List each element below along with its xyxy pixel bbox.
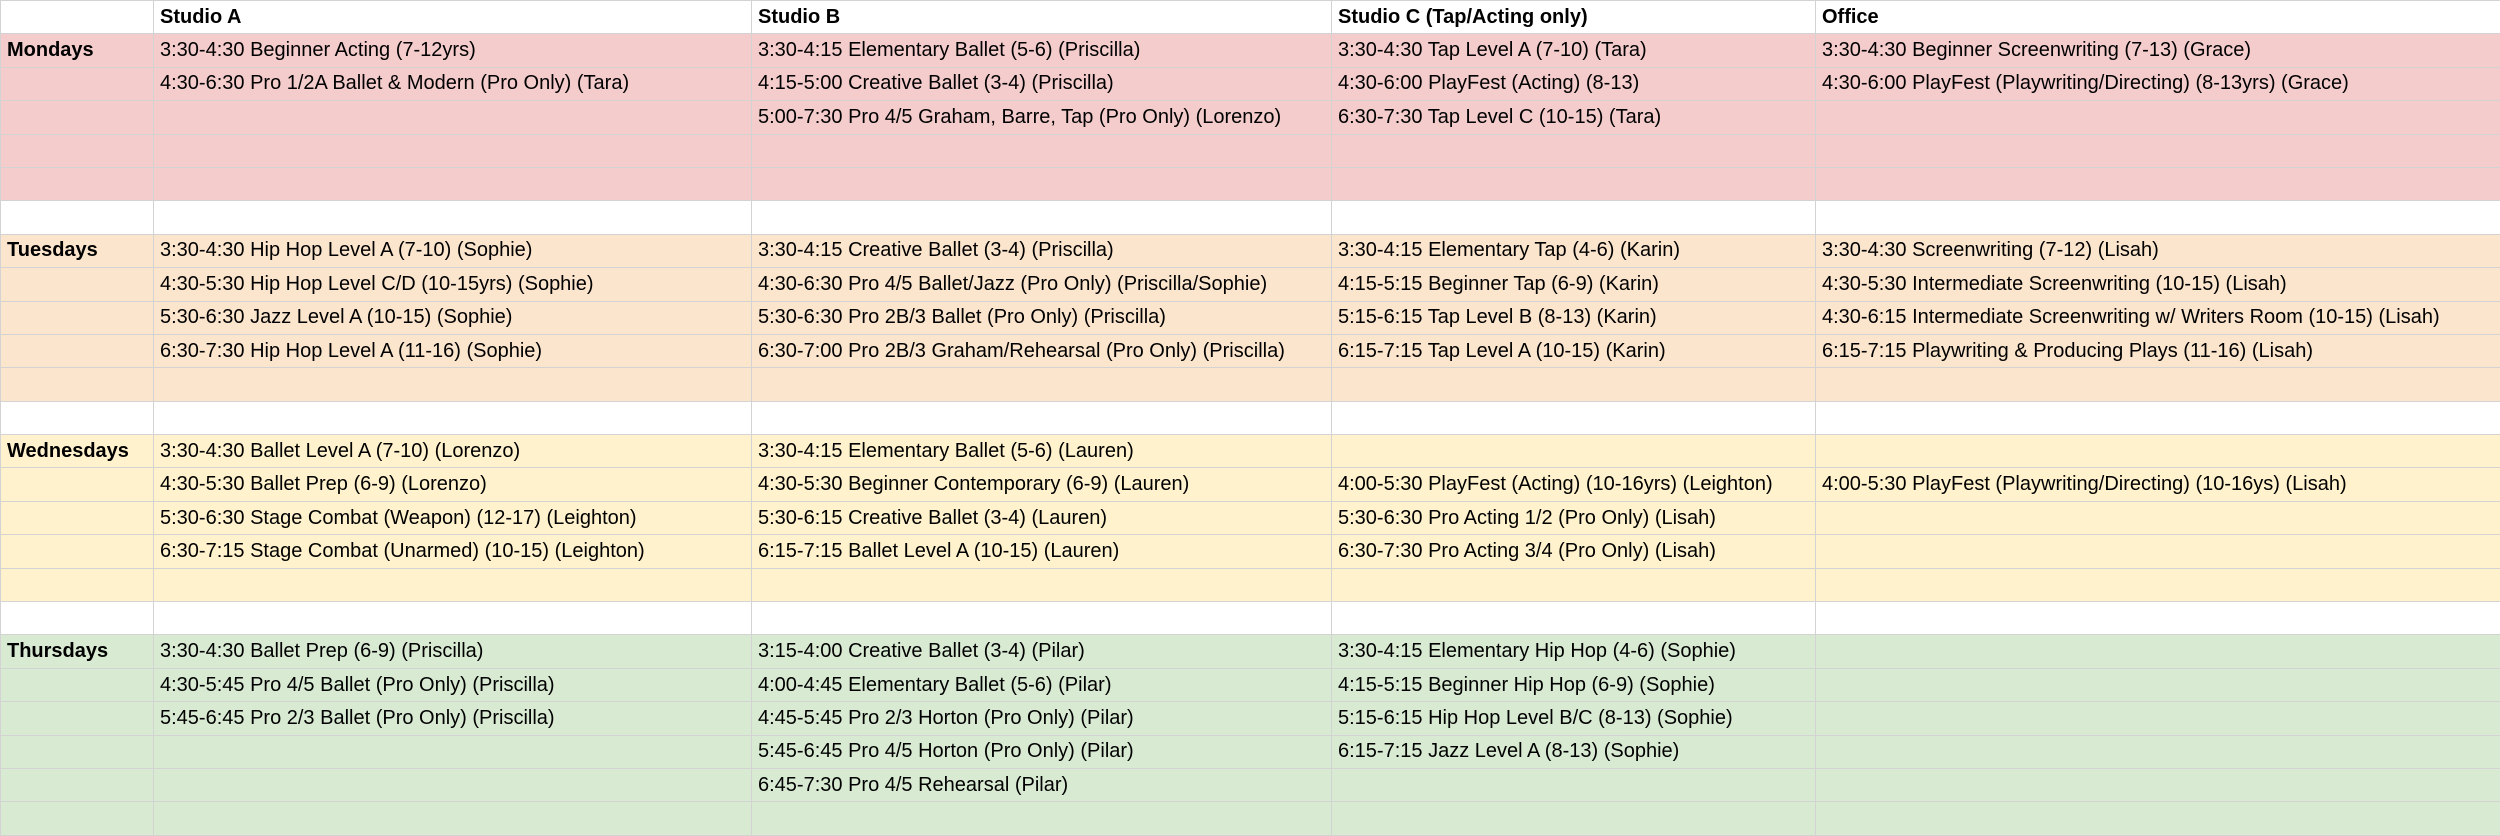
schedule-row bbox=[1, 268, 2500, 301]
schedule-row bbox=[1, 234, 2500, 267]
office-cell[interactable] bbox=[1816, 134, 2500, 167]
studio-c-cell[interactable]: 3:30-4:15 Elementary Hip Hop (4-6) (Sophie) bbox=[1332, 635, 1816, 668]
studio-c-cell[interactable]: 3:30-4:30 Tap Level A (7-10) (Tara) bbox=[1332, 34, 1816, 67]
office-cell[interactable] bbox=[1816, 401, 2500, 434]
studio-b-cell[interactable]: 4:00-4:45 Elementary Ballet (5-6) (Pilar) bbox=[752, 668, 1332, 701]
studio-a-cell[interactable]: 5:45-6:45 Pro 2/3 Ballet (Pro Only) (Priscilla) bbox=[154, 702, 752, 735]
day-cell[interactable] bbox=[1, 268, 154, 301]
studio-c-cell[interactable] bbox=[1332, 368, 1816, 401]
schedule-body bbox=[1, 34, 2500, 835]
studio-b-cell[interactable]: 4:45-5:45 Pro 2/3 Horton (Pro Only) (Pilar) bbox=[752, 702, 1332, 735]
studio-c-cell[interactable]: 4:00-5:30 PlayFest (Acting) (10-16yrs) (Leighton) bbox=[1332, 468, 1816, 501]
studio-a-cell[interactable] bbox=[154, 568, 752, 601]
studio-a-cell[interactable] bbox=[154, 735, 752, 768]
studio-c-cell[interactable]: 5:15-6:15 Tap Level B (8-13) (Karin) bbox=[1332, 301, 1816, 334]
studio-c-cell[interactable]: 3:30-4:15 Elementary Tap (4-6) (Karin) bbox=[1332, 234, 1816, 267]
studio-b-cell[interactable]: 3:30-4:15 Elementary Ballet (5-6) (Lauren) bbox=[752, 435, 1332, 468]
day-cell[interactable]: Mondays bbox=[1, 34, 154, 67]
schedule-row bbox=[1, 468, 2500, 501]
office-cell[interactable]: 3:30-4:30 Beginner Screenwriting (7-13) (Grace) bbox=[1816, 34, 2500, 67]
studio-a-cell[interactable] bbox=[154, 802, 752, 835]
studio-b-cell[interactable]: 4:30-5:30 Beginner Contemporary (6-9) (Lauren) bbox=[752, 468, 1332, 501]
studio-a-cell[interactable]: 5:30-6:30 Stage Combat (Weapon) (12-17) (Leighton) bbox=[154, 501, 752, 534]
studio-c-cell[interactable] bbox=[1332, 435, 1816, 468]
header-row bbox=[1, 1, 2500, 34]
office-cell[interactable] bbox=[1816, 668, 2500, 701]
schedule-row bbox=[1, 802, 2500, 835]
header-studio-c[interactable]: Studio C (Tap/Acting only) bbox=[1332, 1, 1816, 34]
studio-c-cell[interactable] bbox=[1332, 802, 1816, 835]
studio-b-cell[interactable]: 5:00-7:30 Pro 4/5 Graham, Barre, Tap (Pro Only) (Lorenzo) bbox=[752, 101, 1332, 134]
schedule-row bbox=[1, 301, 2500, 334]
studio-a-cell[interactable] bbox=[154, 401, 752, 434]
studio-c-cell[interactable]: 5:30-6:30 Pro Acting 1/2 (Pro Only) (Lisah) bbox=[1332, 501, 1816, 534]
studio-c-cell[interactable]: 5:15-6:15 Hip Hop Level B/C (8-13) (Sophie) bbox=[1332, 702, 1816, 735]
studio-c-cell[interactable]: 4:15-5:15 Beginner Tap (6-9) (Karin) bbox=[1332, 268, 1816, 301]
studio-c-cell[interactable]: 6:30-7:30 Tap Level C (10-15) (Tara) bbox=[1332, 101, 1816, 134]
studio-a-cell[interactable]: 6:30-7:15 Stage Combat (Unarmed) (10-15) (Leighton) bbox=[154, 535, 752, 568]
day-cell[interactable] bbox=[1, 368, 154, 401]
studio-b-cell[interactable] bbox=[752, 802, 1332, 835]
studio-a-cell[interactable]: 5:30-6:30 Jazz Level A (10-15) (Sophie) bbox=[154, 301, 752, 334]
studio-b-cell[interactable]: 3:30-4:15 Creative Ballet (3-4) (Priscilla) bbox=[752, 234, 1332, 267]
studio-b-cell[interactable] bbox=[752, 368, 1332, 401]
studio-a-cell[interactable]: 4:30-6:30 Pro 1/2A Ballet & Modern (Pro Only) (Tara) bbox=[154, 67, 752, 100]
studio-c-cell[interactable]: 6:15-7:15 Tap Level A (10-15) (Karin) bbox=[1332, 334, 1816, 367]
studio-c-cell[interactable]: 6:15-7:15 Jazz Level A (8-13) (Sophie) bbox=[1332, 735, 1816, 768]
studio-a-cell[interactable] bbox=[154, 368, 752, 401]
studio-c-cell[interactable] bbox=[1332, 602, 1816, 635]
studio-a-cell[interactable]: 6:30-7:30 Hip Hop Level A (11-16) (Sophie) bbox=[154, 334, 752, 367]
schedule-row bbox=[1, 501, 2500, 534]
day-cell[interactable] bbox=[1, 535, 154, 568]
studio-c-cell[interactable] bbox=[1332, 768, 1816, 801]
office-cell[interactable] bbox=[1816, 435, 2500, 468]
office-cell[interactable] bbox=[1816, 201, 2500, 234]
studio-b-cell[interactable]: 3:15-4:00 Creative Ballet (3-4) (Pilar) bbox=[752, 635, 1332, 668]
studio-a-cell[interactable] bbox=[154, 101, 752, 134]
schedule-row bbox=[1, 435, 2500, 468]
studio-b-cell[interactable] bbox=[752, 568, 1332, 601]
header-studio-b[interactable]: Studio B bbox=[752, 1, 1332, 34]
studio-c-cell[interactable] bbox=[1332, 201, 1816, 234]
office-cell[interactable] bbox=[1816, 501, 2500, 534]
studio-a-cell[interactable]: 3:30-4:30 Hip Hop Level A (7-10) (Sophie) bbox=[154, 234, 752, 267]
schedule-row bbox=[1, 34, 2500, 67]
studio-b-cell[interactable]: 6:15-7:15 Ballet Level A (10-15) (Lauren) bbox=[752, 535, 1332, 568]
office-cell[interactable] bbox=[1816, 602, 2500, 635]
day-cell[interactable] bbox=[1, 768, 154, 801]
schedule-row bbox=[1, 201, 2500, 234]
studio-c-cell[interactable]: 6:30-7:30 Pro Acting 3/4 (Pro Only) (Lisah) bbox=[1332, 535, 1816, 568]
studio-c-cell[interactable] bbox=[1332, 134, 1816, 167]
day-cell[interactable]: Thursdays bbox=[1, 635, 154, 668]
office-cell[interactable] bbox=[1816, 101, 2500, 134]
day-cell[interactable]: Wednesdays bbox=[1, 435, 154, 468]
studio-c-cell[interactable]: 4:30-6:00 PlayFest (Acting) (8-13) bbox=[1332, 67, 1816, 100]
studio-b-cell[interactable] bbox=[752, 602, 1332, 635]
schedule-row bbox=[1, 535, 2500, 568]
day-cell[interactable] bbox=[1, 802, 154, 835]
schedule-row bbox=[1, 167, 2500, 200]
day-cell[interactable] bbox=[1, 167, 154, 200]
office-cell[interactable] bbox=[1816, 702, 2500, 735]
day-cell[interactable] bbox=[1, 301, 154, 334]
day-cell[interactable] bbox=[1, 602, 154, 635]
studio-b-cell[interactable]: 6:45-7:30 Pro 4/5 Rehearsal (Pilar) bbox=[752, 768, 1332, 801]
schedule-row bbox=[1, 67, 2500, 100]
studio-a-cell[interactable]: 4:30-5:45 Pro 4/5 Ballet (Pro Only) (Priscilla) bbox=[154, 668, 752, 701]
day-cell[interactable] bbox=[1, 668, 154, 701]
header-office[interactable]: Office bbox=[1816, 1, 2500, 34]
studio-a-cell[interactable]: 3:30-4:30 Ballet Level A (7-10) (Lorenzo) bbox=[154, 435, 752, 468]
studio-b-cell[interactable]: 5:45-6:45 Pro 4/5 Horton (Pro Only) (Pilar) bbox=[752, 735, 1332, 768]
schedule-row bbox=[1, 668, 2500, 701]
day-cell[interactable] bbox=[1, 67, 154, 100]
studio-a-cell[interactable] bbox=[154, 602, 752, 635]
studio-c-cell[interactable] bbox=[1332, 167, 1816, 200]
schedule-row bbox=[1, 568, 2500, 601]
office-cell[interactable]: 4:30-6:00 PlayFest (Playwriting/Directing) (8-13yrs) (Grace) bbox=[1816, 67, 2500, 100]
studio-b-cell[interactable]: 4:15-5:00 Creative Ballet (3-4) (Priscilla) bbox=[752, 67, 1332, 100]
schedule-row bbox=[1, 368, 2500, 401]
studio-b-cell[interactable]: 3:30-4:15 Elementary Ballet (5-6) (Priscilla) bbox=[752, 34, 1332, 67]
day-cell[interactable] bbox=[1, 201, 154, 234]
schedule-row bbox=[1, 101, 2500, 134]
schedule-row bbox=[1, 735, 2500, 768]
schedule-row bbox=[1, 602, 2500, 635]
studio-a-cell[interactable]: 4:30-5:30 Ballet Prep (6-9) (Lorenzo) bbox=[154, 468, 752, 501]
day-cell[interactable]: Tuesdays bbox=[1, 234, 154, 267]
studio-c-cell[interactable] bbox=[1332, 401, 1816, 434]
day-cell[interactable] bbox=[1, 501, 154, 534]
office-cell[interactable] bbox=[1816, 802, 2500, 835]
office-cell[interactable] bbox=[1816, 735, 2500, 768]
studio-a-cell[interactable]: 4:30-5:30 Hip Hop Level C/D (10-15yrs) (Sophie) bbox=[154, 268, 752, 301]
day-cell[interactable] bbox=[1, 401, 154, 434]
office-cell[interactable]: 6:15-7:15 Playwriting & Producing Plays (11-16) (Lisah) bbox=[1816, 334, 2500, 367]
schedule-row bbox=[1, 334, 2500, 367]
day-cell[interactable] bbox=[1, 101, 154, 134]
studio-a-cell[interactable] bbox=[154, 167, 752, 200]
office-cell[interactable]: 4:00-5:30 PlayFest (Playwriting/Directing) (10-16ys) (Lisah) bbox=[1816, 468, 2500, 501]
day-cell[interactable] bbox=[1, 702, 154, 735]
studio-a-cell[interactable] bbox=[154, 201, 752, 234]
office-cell[interactable] bbox=[1816, 535, 2500, 568]
studio-b-cell[interactable] bbox=[752, 201, 1332, 234]
studio-b-cell[interactable]: 4:30-6:30 Pro 4/5 Ballet/Jazz (Pro Only) (Priscilla/Sophie) bbox=[752, 268, 1332, 301]
schedule-row bbox=[1, 635, 2500, 668]
schedule-row bbox=[1, 702, 2500, 735]
office-cell[interactable] bbox=[1816, 368, 2500, 401]
studio-a-cell[interactable]: 3:30-4:30 Beginner Acting (7-12yrs) bbox=[154, 34, 752, 67]
studio-b-cell[interactable] bbox=[752, 167, 1332, 200]
studio-b-cell[interactable]: 5:30-6:30 Pro 2B/3 Ballet (Pro Only) (Priscilla) bbox=[752, 301, 1332, 334]
schedule-row bbox=[1, 401, 2500, 434]
header-corner[interactable] bbox=[1, 1, 154, 34]
studio-b-cell[interactable] bbox=[752, 134, 1332, 167]
day-cell[interactable] bbox=[1, 134, 154, 167]
day-cell[interactable] bbox=[1, 468, 154, 501]
studio-b-cell[interactable]: 6:30-7:00 Pro 2B/3 Graham/Rehearsal (Pro Only) (Priscilla) bbox=[752, 334, 1332, 367]
office-cell[interactable]: 3:30-4:30 Screenwriting (7-12) (Lisah) bbox=[1816, 234, 2500, 267]
office-cell[interactable] bbox=[1816, 768, 2500, 801]
schedule-row bbox=[1, 768, 2500, 801]
office-cell[interactable] bbox=[1816, 167, 2500, 200]
day-cell[interactable] bbox=[1, 735, 154, 768]
office-cell[interactable] bbox=[1816, 568, 2500, 601]
studio-c-cell[interactable] bbox=[1332, 568, 1816, 601]
schedule-row bbox=[1, 134, 2500, 167]
header-studio-a[interactable]: Studio A bbox=[154, 1, 752, 34]
office-cell[interactable]: 4:30-6:15 Intermediate Screenwriting w/ Writers Room (10-15) (Lisah) bbox=[1816, 301, 2500, 334]
office-cell[interactable] bbox=[1816, 635, 2500, 668]
day-cell[interactable] bbox=[1, 568, 154, 601]
day-cell[interactable] bbox=[1, 334, 154, 367]
studio-b-cell[interactable]: 5:30-6:15 Creative Ballet (3-4) (Lauren) bbox=[752, 501, 1332, 534]
studio-a-cell[interactable]: 3:30-4:30 Ballet Prep (6-9) (Priscilla) bbox=[154, 635, 752, 668]
studio-a-cell[interactable] bbox=[154, 768, 752, 801]
studio-a-cell[interactable] bbox=[154, 134, 752, 167]
office-cell[interactable]: 4:30-5:30 Intermediate Screenwriting (10-15) (Lisah) bbox=[1816, 268, 2500, 301]
studio-b-cell[interactable] bbox=[752, 401, 1332, 434]
studio-c-cell[interactable]: 4:15-5:15 Beginner Hip Hop (6-9) (Sophie) bbox=[1332, 668, 1816, 701]
